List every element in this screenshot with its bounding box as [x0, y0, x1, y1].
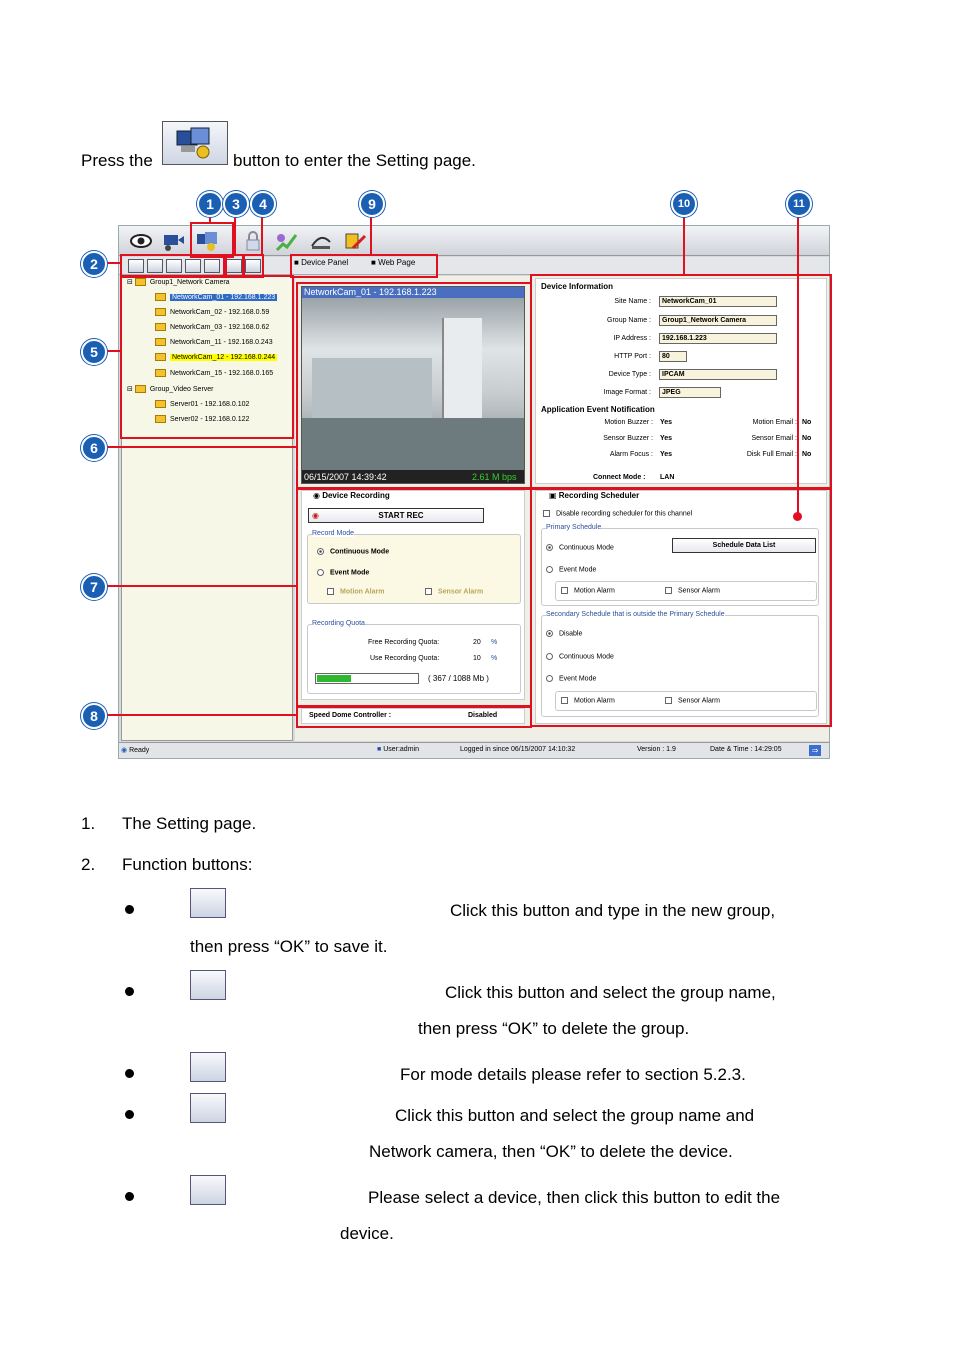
- status-logged: Logged in since 06/15/2007 14:10:32: [460, 746, 576, 753]
- tree-item[interactable]: NetworkCam_15 - 192.168.0.165: [155, 369, 273, 377]
- list-text-2: Function buttons:: [122, 855, 253, 874]
- secondary-sensor-checkbox[interactable]: Sensor Alarm: [665, 697, 720, 704]
- image-format-field: JPEG: [659, 387, 721, 398]
- secondary-continuous-radio[interactable]: Continuous Mode: [546, 653, 614, 660]
- add-group-icon: [190, 888, 226, 918]
- mode-icon: [190, 1052, 226, 1082]
- motion-alarm-checkbox[interactable]: Motion Alarm: [327, 588, 384, 595]
- recording-title: ◉ Device Recording: [313, 491, 390, 500]
- callout-line: [370, 214, 372, 254]
- callout-8: 8: [81, 703, 107, 729]
- notif-value: No: [802, 435, 812, 442]
- http-port-field: 80: [659, 351, 687, 362]
- schedule-data-list-button[interactable]: Schedule Data List: [672, 538, 816, 553]
- list-number-1: 1.: [81, 814, 96, 833]
- bullet-2-line-2: then press “OK” to delete the group.: [418, 1019, 690, 1038]
- callout-9: 9: [359, 191, 385, 217]
- callout-5: 5: [81, 339, 107, 365]
- bullet: [125, 1192, 134, 1201]
- callout-line: [104, 446, 296, 448]
- secondary-disable-radio[interactable]: Disable: [546, 630, 582, 637]
- event-mode-radio[interactable]: Event Mode: [317, 569, 369, 576]
- callout-10: 10: [671, 191, 697, 217]
- start-rec-button[interactable]: ◉ START REC: [308, 508, 484, 523]
- setting-button[interactable]: [162, 121, 228, 165]
- notif-label: Motion Buzzer :: [604, 419, 653, 426]
- edit-device-icon: [190, 1175, 226, 1205]
- tree-group2[interactable]: ⊟ Group_Video Server: [127, 386, 214, 393]
- callout-line: [797, 214, 799, 516]
- status-version: Version : 1.9: [637, 746, 676, 753]
- video-bitrate: 2.61 M bps: [472, 472, 517, 482]
- scheduler-title: ▣ Recording Scheduler: [549, 491, 640, 500]
- primary-continuous-radio[interactable]: Continuous Mode: [546, 544, 614, 551]
- record-icon: ◉: [312, 511, 319, 520]
- callout-line: [261, 214, 263, 254]
- callout-line: [104, 714, 296, 716]
- notif-label: Sensor Email :: [751, 435, 797, 442]
- tree-item[interactable]: NetworkCam_03 - 192.168.0.62: [155, 323, 269, 331]
- connect-mode-label: Connect Mode :: [593, 474, 646, 481]
- callout-2: 2: [81, 251, 107, 277]
- free-quota-value: 20: [473, 639, 481, 646]
- eye-icon[interactable]: [129, 230, 153, 252]
- annotation-box-6: [296, 282, 532, 490]
- bullet-3-line-1: For mode details please refer to section 5.2.3.: [400, 1065, 746, 1084]
- bullet-5-line-1: Please select a device, then click this button to edit the: [368, 1188, 781, 1207]
- bullet-1-line-1: Click this button and type in the new group,: [450, 901, 776, 920]
- users-icon[interactable]: [274, 230, 298, 252]
- bullet-4-line-2: Network camera, then “OK” to delete the device.: [369, 1142, 733, 1161]
- about-icon[interactable]: [343, 230, 367, 252]
- tab-device-panel-label: Device Panel: [301, 258, 349, 267]
- annotation-box-10: [530, 274, 832, 490]
- primary-sensor-checkbox[interactable]: Sensor Alarm: [665, 587, 720, 594]
- callout-dot: [793, 512, 802, 521]
- exit-icon[interactable]: [309, 230, 333, 252]
- use-quota-value: 10: [473, 655, 481, 662]
- intro-before: Press the: [81, 151, 153, 170]
- bullet-1-line-2: then press “OK” to save it.: [190, 937, 388, 956]
- callout-line: [683, 214, 685, 276]
- annotation-box-8: [296, 706, 532, 728]
- field-label: Image Format :: [603, 389, 651, 396]
- callout-3: 3: [223, 191, 249, 217]
- list-text-1: The Setting page.: [122, 814, 257, 833]
- info-icon: ◉: [121, 747, 128, 754]
- annotation-box-5: [120, 275, 294, 439]
- notif-value: Yes: [660, 419, 673, 426]
- speed-dome-value: Disabled: [468, 712, 498, 719]
- field-label: Site Name :: [614, 298, 651, 305]
- secondary-event-radio[interactable]: Event Mode: [546, 675, 596, 682]
- user-icon: ■: [377, 746, 382, 753]
- tab-web-page-label: Web Page: [378, 258, 416, 267]
- site-name-field: NetworkCam_01: [659, 296, 777, 307]
- primary-motion-checkbox[interactable]: Motion Alarm: [561, 587, 615, 594]
- callout-line: [104, 585, 296, 587]
- field-label: IP Address :: [613, 335, 651, 342]
- notif-label: Alarm Focus :: [609, 451, 653, 458]
- speed-dome-label: Speed Dome Controller :: [309, 712, 392, 719]
- disable-scheduler-checkbox[interactable]: Disable recording scheduler for this channel: [543, 510, 692, 517]
- intro-after: button to enter the Setting page.: [233, 151, 476, 170]
- tree-group1[interactable]: ⊟ Group1_Network Camera: [127, 279, 230, 286]
- notif-value: No: [802, 419, 812, 426]
- secondary-schedule-label: Secondary Schedule that is outside the Primary Schedule: [546, 611, 725, 618]
- continuous-mode-radio[interactable]: Continuous Mode: [317, 548, 389, 555]
- status-user: ■ User:admin: [377, 746, 419, 753]
- notif-value: Yes: [660, 435, 673, 442]
- bullet: [125, 1110, 134, 1119]
- event-notification-title: Application Event Notification: [541, 405, 655, 414]
- connect-mode-value: LAN: [660, 474, 675, 481]
- annotation-box-11: [530, 487, 832, 727]
- tree-item[interactable]: Server01 - 192.168.0.102: [155, 400, 249, 408]
- free-quota-label: Free Recording Quota:: [368, 639, 440, 646]
- tree-item[interactable]: Server02 - 192.168.0.122: [155, 415, 249, 423]
- percent-sign: %: [491, 639, 498, 646]
- tab-device-panel[interactable]: ■ Device Panel: [294, 258, 349, 267]
- notif-label: Motion Email :: [752, 419, 797, 426]
- playback-icon[interactable]: [161, 230, 185, 252]
- bullet: [125, 987, 134, 996]
- sensor-alarm-checkbox[interactable]: Sensor Alarm: [425, 588, 483, 595]
- recording-quota-label: Recording Quota: [312, 620, 365, 627]
- annotation-box-9: [290, 254, 438, 278]
- bullet-4-line-1: Click this button and select the group name and: [395, 1106, 755, 1125]
- arrow-right-icon[interactable]: ⇒: [809, 745, 821, 756]
- bullet: [125, 905, 134, 914]
- annotation-box-1: [190, 222, 234, 258]
- bullet-5-line-2: device.: [340, 1224, 394, 1243]
- status-ready: ◉ Ready: [121, 747, 150, 754]
- list-number-2: 2.: [81, 855, 96, 874]
- device-info-title: Device Information: [541, 282, 614, 291]
- device-type-field: IPCAM: [659, 369, 777, 380]
- notif-value: No: [802, 451, 812, 458]
- setting-icon: [163, 122, 227, 164]
- bullet-2-line-1: Click this button and select the group name,: [445, 983, 776, 1002]
- notif-value: Yes: [660, 451, 673, 458]
- record-mode-label: Record Mode: [312, 530, 355, 537]
- annotation-box-7: [296, 487, 532, 707]
- field-label: Device Type :: [608, 371, 651, 378]
- field-label: HTTP Port :: [614, 353, 651, 360]
- group-name-field: Group1_Network Camera: [659, 315, 777, 326]
- primary-schedule-label: Primary Schedule: [546, 524, 602, 531]
- secondary-motion-checkbox[interactable]: Motion Alarm: [561, 697, 615, 704]
- callout-4: 4: [250, 191, 276, 217]
- callout-1: 1: [197, 191, 223, 217]
- tree-item[interactable]: NetworkCam_01 - 192.168.1.223: [155, 293, 277, 301]
- tree-item[interactable]: NetworkCam_02 - 192.168.0.59: [155, 308, 269, 316]
- video-timestamp: 06/15/2007 14:39:42: [304, 472, 387, 482]
- field-label: Group Name :: [607, 317, 651, 324]
- notif-label: Disk Full Email :: [746, 451, 797, 458]
- tab-web-page[interactable]: ■ Web Page: [371, 258, 416, 267]
- percent-sign: %: [491, 655, 498, 662]
- status-datetime: Date & Time : 14:29:05: [710, 746, 782, 753]
- callout-6: 6: [81, 435, 107, 461]
- notif-label: Sensor Buzzer :: [603, 435, 653, 442]
- delete-group-icon: [190, 970, 226, 1000]
- use-quota-label: Use Recording Quota:: [370, 655, 440, 662]
- callout-7: 7: [81, 574, 107, 600]
- delete-device-icon: [190, 1093, 226, 1123]
- callout-line: [234, 214, 236, 254]
- ip-address-field: 192.168.1.223: [659, 333, 777, 344]
- video-title: NetworkCam_01 - 192.168.1.223: [302, 287, 524, 298]
- primary-event-radio[interactable]: Event Mode: [546, 566, 596, 573]
- callout-11: 11: [786, 191, 812, 217]
- quota-usage-text: ( 367 / 1088 Mb ): [428, 674, 489, 683]
- bullet: [125, 1069, 134, 1078]
- tree-item[interactable]: NetworkCam_12 - 192.168.0.244: [155, 353, 277, 361]
- tree-item[interactable]: NetworkCam_11 - 192.168.0.243: [155, 338, 273, 346]
